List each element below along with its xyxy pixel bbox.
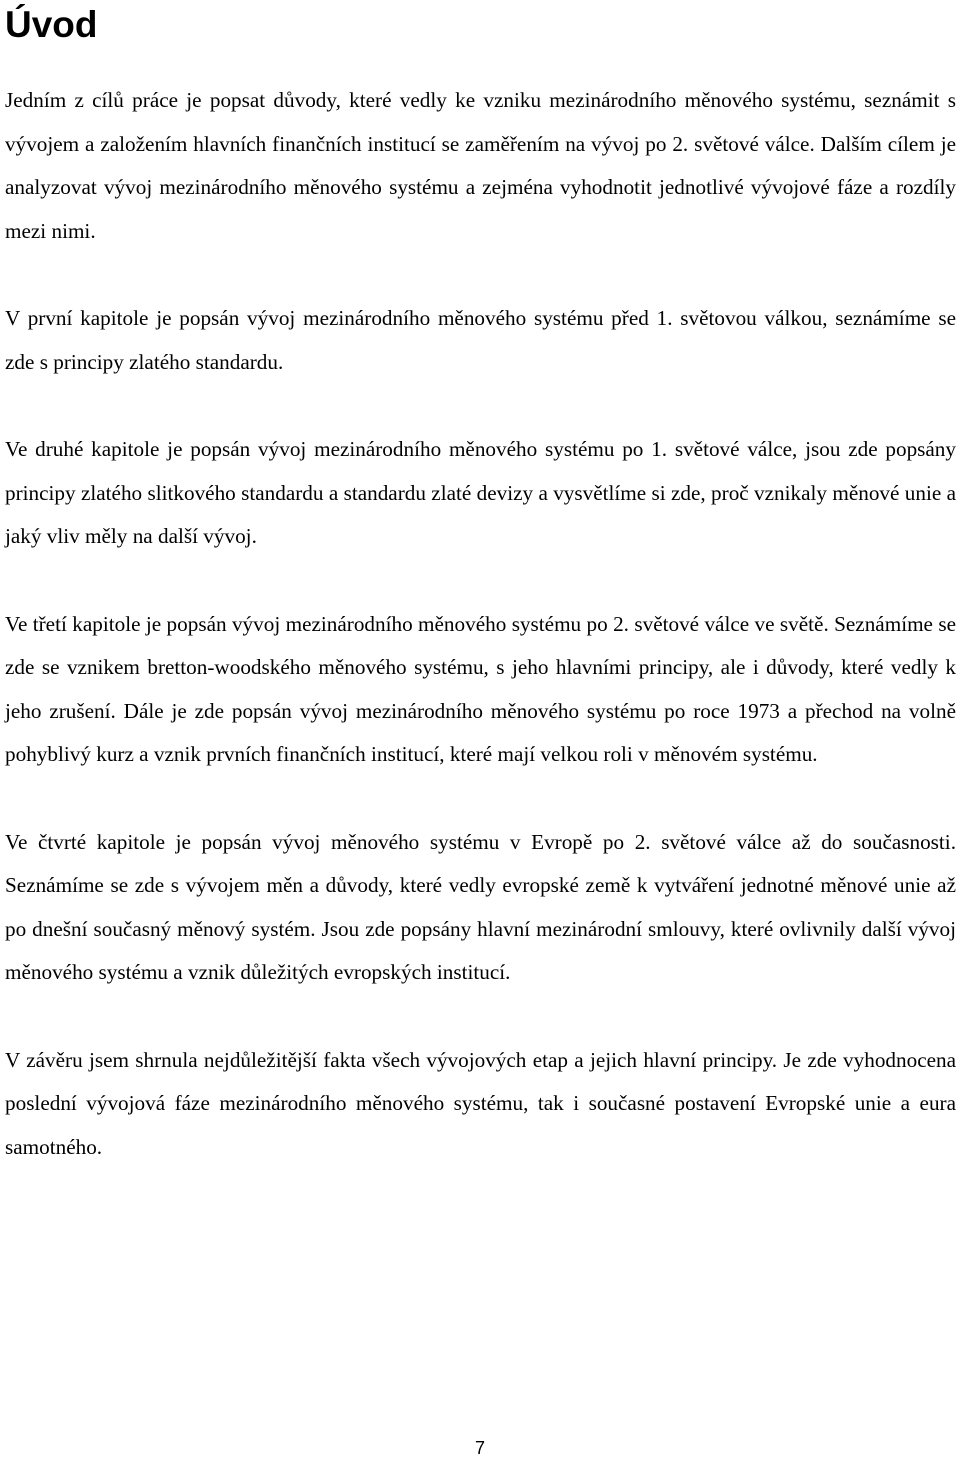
- paragraph-1: Jedním z cílů práce je popsat důvody, které vedly ke vzniku mezinárodního měnového systému, seznámit s vývojem a založením hlavních finančních institucí se zaměřením na vývoj po 2. světové válce. Dalším cílem je analyzovat vývoj mezinárodního měnového systému a zejména vyhodnotit jednotlivé vývojové fáze a rozdíly mezi nimi.: [5, 88, 956, 243]
- paragraph-4: Ve třetí kapitole je popsán vývoj mezinárodního měnového systému po 2. světové válce ve světě. Seznámíme se zde se vznikem bretton-woodského měnového systému, s jeho hlavními principy, ale i důvody, které vedly k jeho zrušení. Dále je zde popsán vývoj mezinárodního měnového systému po roce 1973 a přechod na volně pohyblivý kurz a vznik prvních finančních institucí, které mají velkou roli v měnovém systému.: [5, 611, 956, 766]
- body-text: [5, 79, 956, 1169]
- paragraph-6: V závěru jsem shrnula nejdůležitější fakta všech vývojových etap a jejich hlavní principy. Je zde vyhodnocena poslední vývojová fáze mezinárodního měnového systému, tak i současné postavení Evropské unie a eura samotného.: [5, 1047, 956, 1159]
- paragraph-5: Ve čtvrté kapitole je popsán vývoj měnového systému v Evropě po 2. světové válce až do současnosti. Seznámíme se zde s vývojem měn a důvody, které vedly evropské země k vytváření jednotné měnové unie až po dnešní současný měnový systém. Jsou zde popsány hlavní mezinárodní smlouvy, které ovlivnily další vývoj měnového systému a vznik důležitých evropských institucí.: [5, 829, 956, 984]
- document-page: [5, 0, 956, 1213]
- section-heading: Úvod: [5, 4, 98, 45]
- paragraph-3: Ve druhé kapitole je popsán vývoj mezinárodního měnového systému po 1. světové válce, jsou zde popsány principy zlatého slitkového standardu a standardu zlaté devizy a vysvětlíme si zde, proč vznikaly měnové unie a jaký vliv měly na další vývoj.: [5, 437, 956, 548]
- paragraph-2: V první kapitole je popsán vývoj mezinárodního měnového systému před 1. světovou válkou, seznámíme se zde s principy zlatého standardu.: [5, 306, 956, 374]
- page-number: 7: [474, 1438, 485, 1458]
